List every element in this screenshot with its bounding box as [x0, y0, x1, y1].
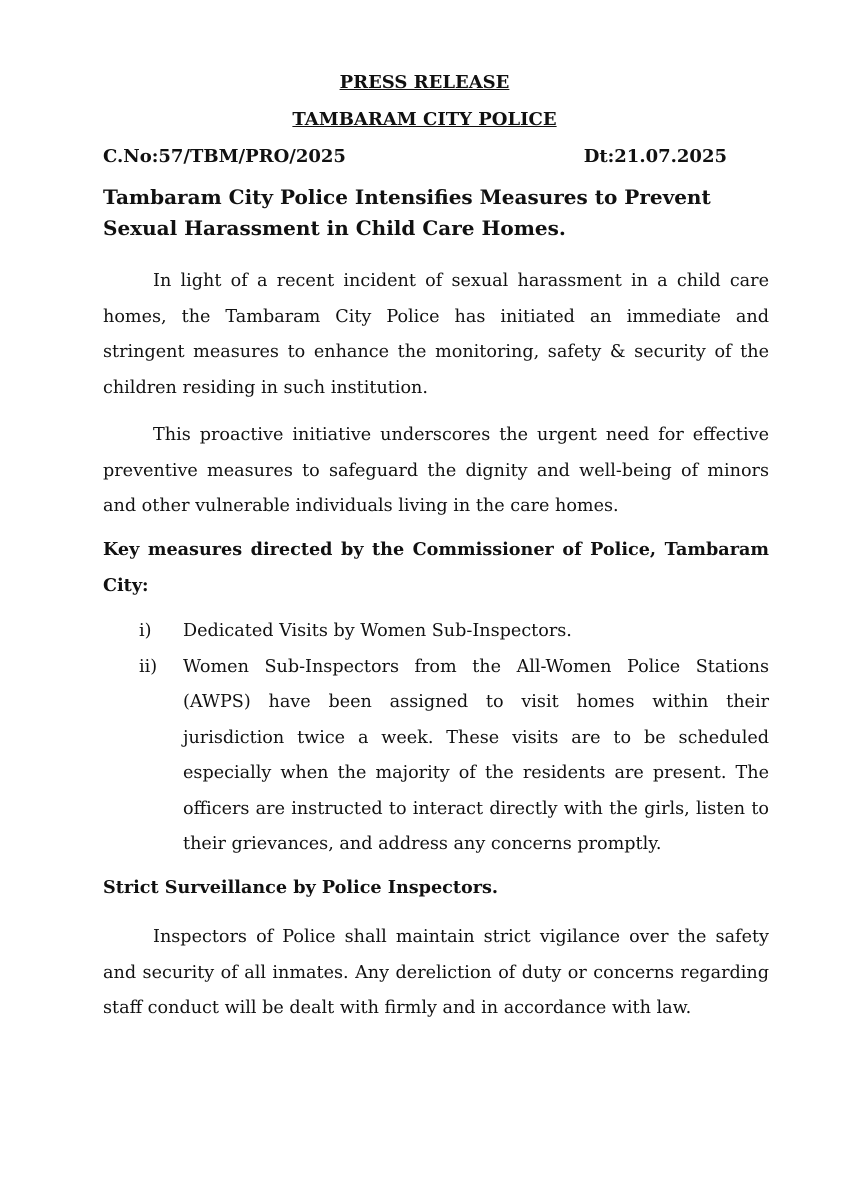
- reference-row: [103, 146, 727, 167]
- reference-number: C.No:57/TBM/PRO/2025: [103, 146, 346, 167]
- list-item: [103, 614, 769, 650]
- key-measures-heading: Key measures directed by the Commissioner of Police, Tambaram City:: [103, 539, 769, 596]
- initiative-paragraph: This proactive initiative underscores the urgent need for effective preventive measures to safeguard the dignity and well-being of minors and other vulnerable individuals living in the care homes.: [103, 425, 769, 516]
- list-item-text: Dedicated Visits by Women Sub-Inspectors.: [183, 621, 572, 641]
- key-measures-list: [103, 614, 769, 863]
- list-item-text: Women Sub-Inspectors from the All-Women Police Stations (AWPS) have been assigned to visit homes within their jurisdiction twice a week. These visits are to be scheduled especially when the majority of the residents are present. The officers are instructed to interact directly with the girls, listen to their grievances, and address any concerns promptly.: [183, 656, 769, 854]
- list-item-number: i): [139, 621, 152, 641]
- surveillance-paragraph: Inspectors of Police shall maintain strict vigilance over the safety and security of all inmates. Any dereliction of duty or concerns regarding staff conduct will be dealt with firmly and in accordance with law.: [103, 927, 769, 1018]
- release-date: Dt:21.07.2025: [583, 146, 727, 167]
- organization-name: TAMBARAM CITY POLICE: [292, 109, 557, 130]
- document-title: PRESS RELEASE: [339, 72, 510, 93]
- list-item-number: ii): [139, 656, 158, 677]
- surveillance-heading: Strict Surveillance by Police Inspectors.: [103, 877, 499, 898]
- list-item: [103, 650, 769, 863]
- headline: Tambaram City Police Intensifies Measures to Prevent Sexual Harassment in Child Care Homes.: [103, 185, 711, 240]
- intro-paragraph: In light of a recent incident of sexual harassment in a child care homes, the Tambaram City Police has initiated an immediate and stringent measures to enhance the monitoring, safety & security of the children residing in such institution.: [103, 271, 769, 398]
